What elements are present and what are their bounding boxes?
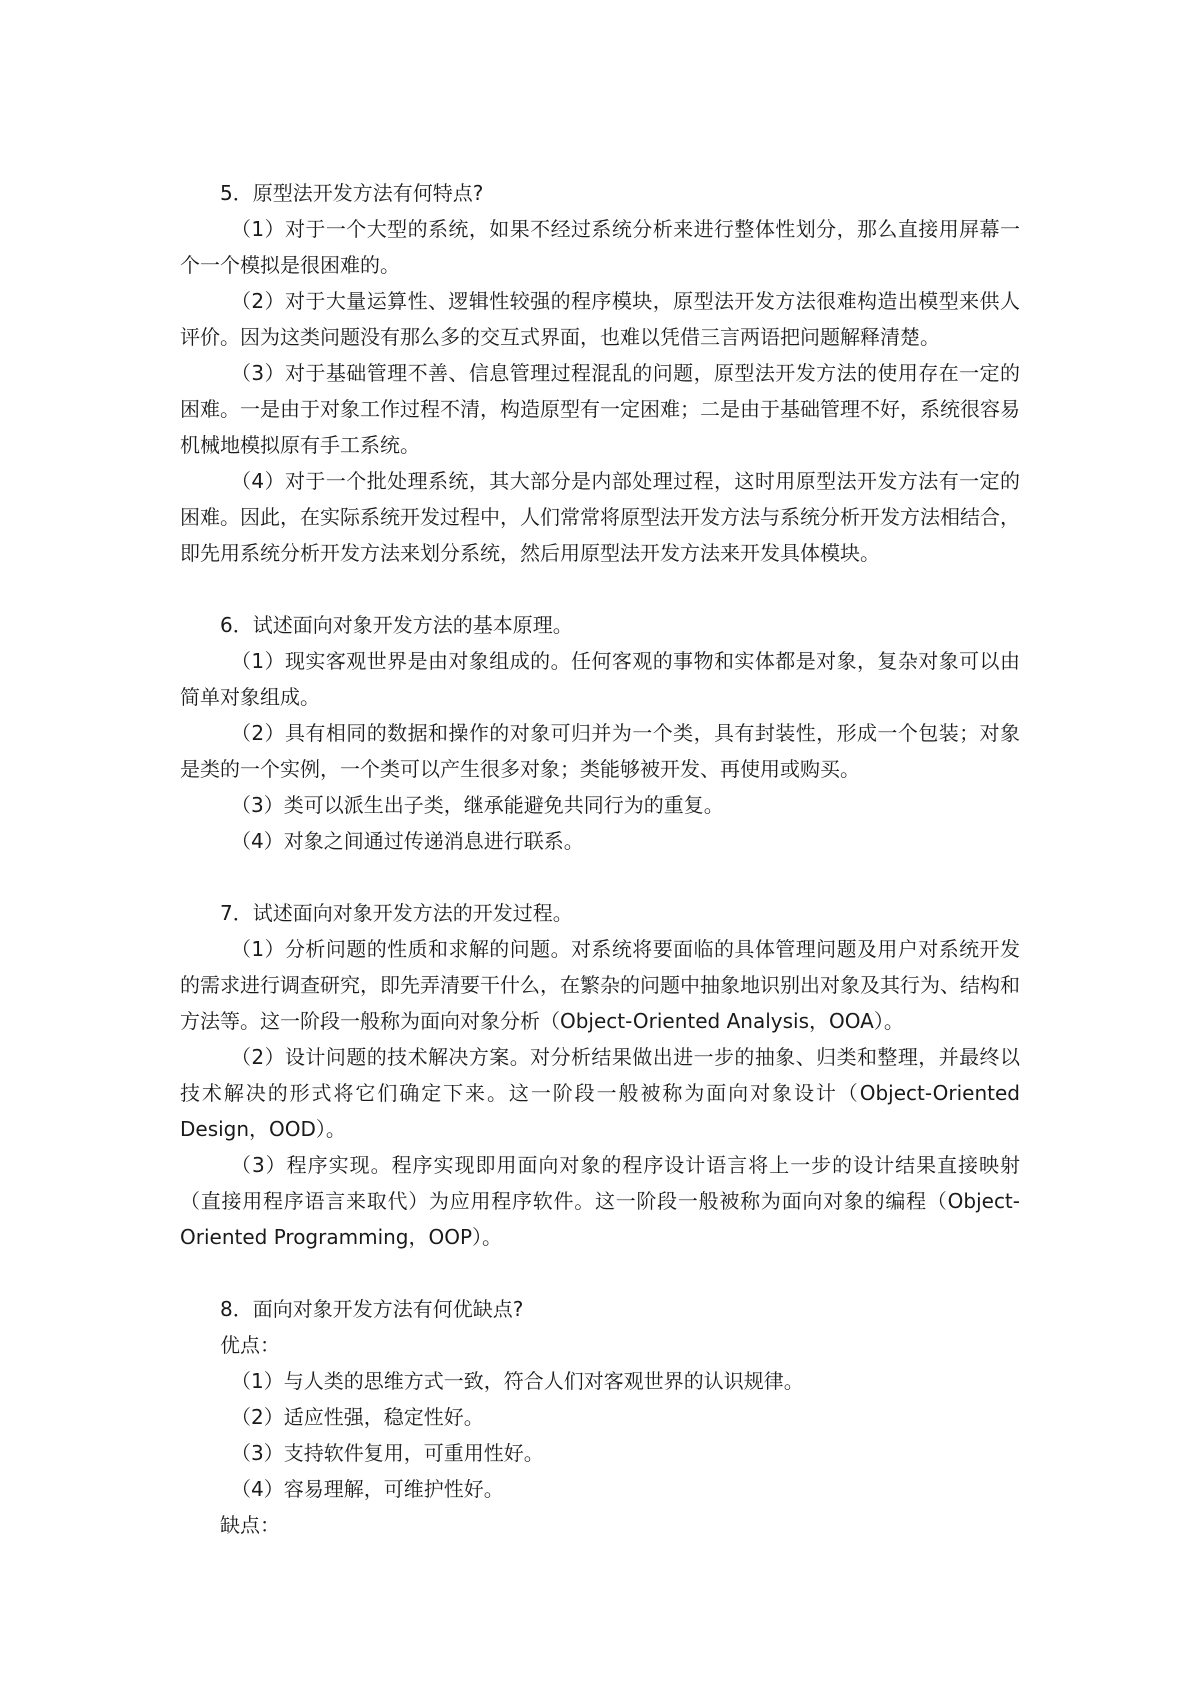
list-item: （4）容易理解，可维护性好。 bbox=[231, 1477, 504, 1501]
document-page bbox=[180, 175, 1020, 1579]
disadvantages-label: 缺点： bbox=[220, 1513, 280, 1537]
paragraph: （3）类可以派生出子类，继承能避免共同行为的重复。 bbox=[231, 793, 724, 817]
paragraph: （2）对于大量运算性、逻辑性较强的程序模块，原型法开发方法很难构造出模型来供人评价。因为这类问题没有那么多的交互式界面，也难以凭借三言两语把问题解释清楚。 bbox=[180, 289, 1020, 349]
paragraph: （3）对于基础管理不善、信息管理过程混乱的问题，原型法开发方法的使用存在一定的困难。一是由于对象工作过程不清，构造原型有一定困难；二是由于基础管理不好，系统很容易机械地模拟原有手工系统。 bbox=[180, 361, 1020, 457]
advantages-label: 优点： bbox=[220, 1333, 280, 1357]
paragraph: （4）对于一个批处理系统，其大部分是内部处理过程，这时用原型法开发方法有一定的困难。因此，在实际系统开发过程中，人们常常将原型法开发方法与系统分析开发方法相结合，即先用系统分析开发方法来划分系统，然后用原型法开发方法来开发具体模块。 bbox=[180, 469, 1020, 565]
section-q8 bbox=[180, 1291, 1020, 1543]
paragraph: （2）设计问题的技术解决方案。对分析结果做出进一步的抽象、归类和整理，并最终以技术解决的形式将它们确定下来。这一阶段一般被称为面向对象设计（Object-Oriented Design，OOD）。 bbox=[180, 1045, 1020, 1141]
section-q6 bbox=[180, 607, 1020, 859]
paragraph: （3）程序实现。程序实现即用面向对象的程序设计语言将上一步的设计结果直接映射（直接用程序语言来取代）为应用程序软件。这一阶段一般被称为面向对象的编程（Object-Oriented Programming，OOP）。 bbox=[180, 1153, 1020, 1249]
list-item: （1）与人类的思维方式一致，符合人们对客观世界的认识规律。 bbox=[231, 1369, 804, 1393]
question-heading: 7．试述面向对象开发方法的开发过程。 bbox=[220, 901, 573, 925]
question-heading: 8．面向对象开发方法有何优缺点? bbox=[220, 1297, 524, 1321]
paragraph: （4）对象之间通过传递消息进行联系。 bbox=[231, 829, 584, 853]
list-item: （3）支持软件复用，可重用性好。 bbox=[231, 1441, 544, 1465]
question-heading: 6．试述面向对象开发方法的基本原理。 bbox=[220, 613, 573, 637]
paragraph: （1）现实客观世界是由对象组成的。任何客观的事物和实体都是对象，复杂对象可以由简单对象组成。 bbox=[180, 649, 1020, 709]
paragraph: （1）对于一个大型的系统，如果不经过系统分析来进行整体性划分，那么直接用屏幕一个一个模拟是很困难的。 bbox=[180, 217, 1020, 277]
paragraph: （2）具有相同的数据和操作的对象可归并为一个类，具有封装性，形成一个包装；对象是类的一个实例，一个类可以产生很多对象；类能够被开发、再使用或购买。 bbox=[180, 721, 1020, 781]
list-item: （2）适应性强，稳定性好。 bbox=[231, 1405, 484, 1429]
section-q7 bbox=[180, 895, 1020, 1255]
section-q5 bbox=[180, 175, 1020, 571]
paragraph: （1）分析问题的性质和求解的问题。对系统将要面临的具体管理问题及用户对系统开发的需求进行调查研究，即先弄清要干什么，在繁杂的问题中抽象地识别出对象及其行为、结构和方法等。这一阶段一般称为面向对象分析（Object-Oriented Analysis，OOA）。 bbox=[180, 937, 1020, 1033]
question-heading: 5．原型法开发方法有何特点? bbox=[220, 181, 484, 205]
